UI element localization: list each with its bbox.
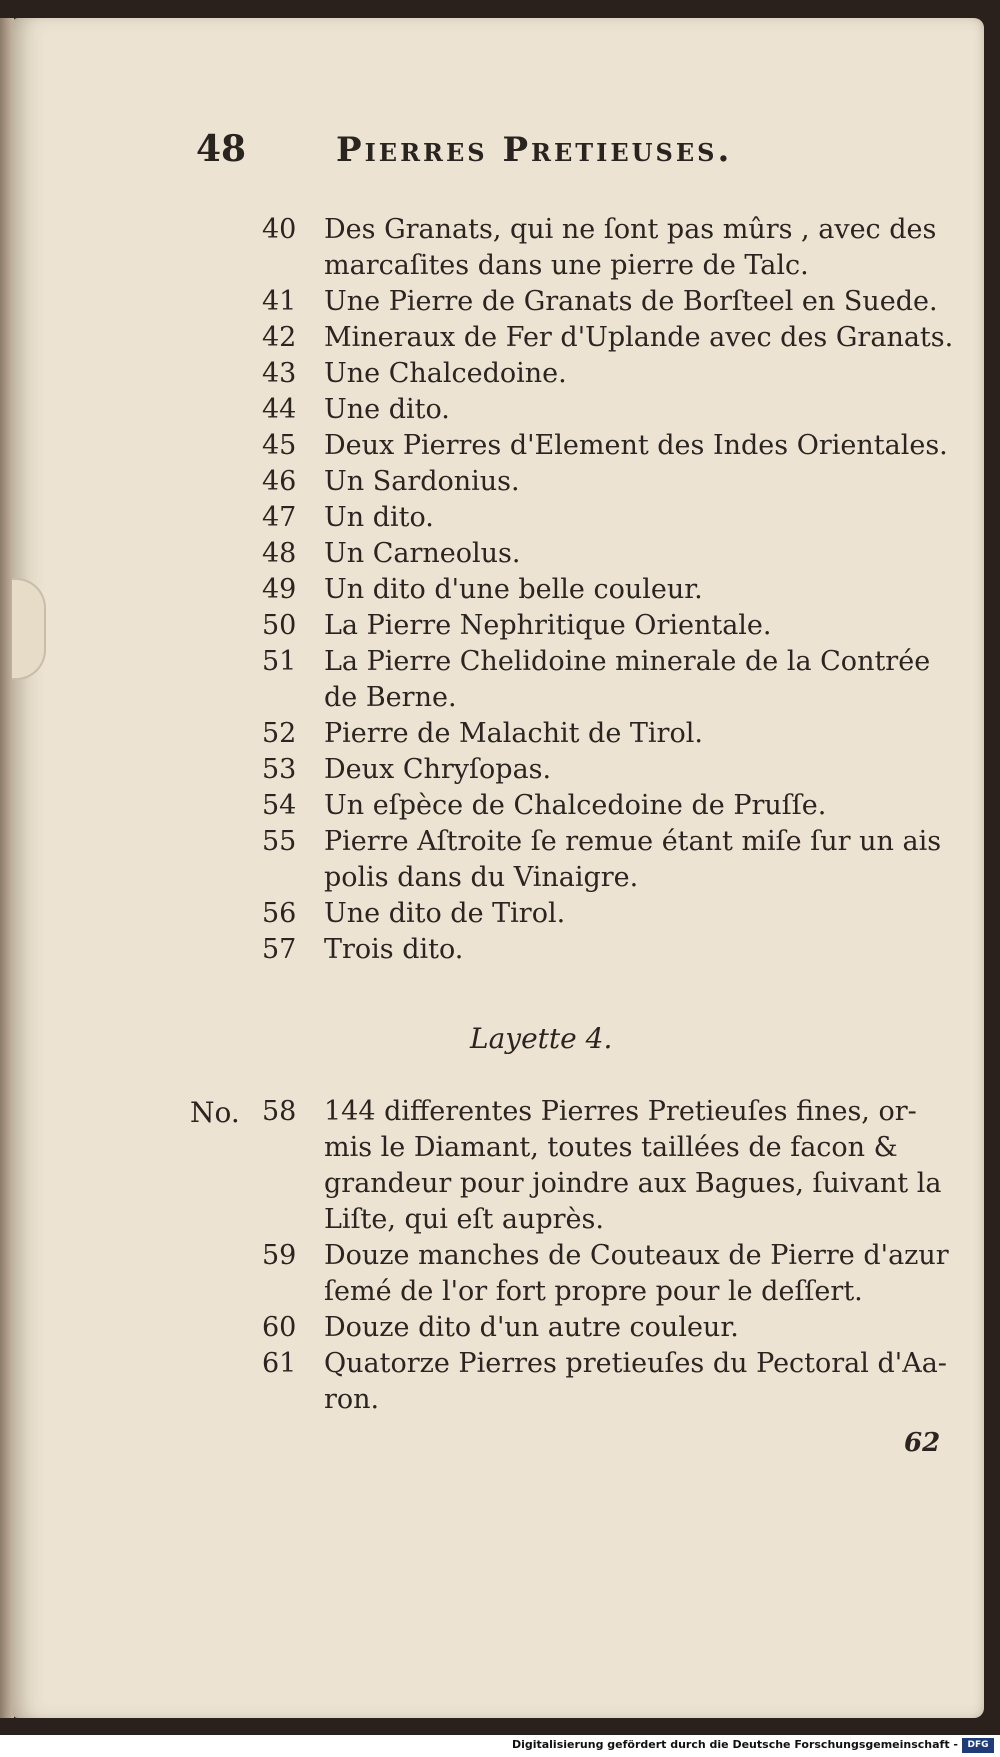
entry-number: 54 bbox=[262, 790, 297, 821]
entry-text bbox=[324, 428, 950, 464]
entry-line: Un dito d'une belle couleur. bbox=[324, 574, 703, 605]
entry-line: Deux Pierres d'Element des Indes Orientales. bbox=[324, 430, 948, 461]
entry-number: 49 bbox=[262, 574, 297, 605]
entry-number: 61 bbox=[262, 1348, 297, 1379]
entry-text bbox=[324, 464, 950, 500]
page-title: Pierres Pretieuses. bbox=[336, 130, 733, 170]
entry-line: Douze manches de Couteaux de Pierre d'azur bbox=[324, 1240, 949, 1271]
entry-text bbox=[324, 392, 950, 428]
entry-number: 53 bbox=[262, 754, 297, 785]
entry-line: ſemé de l'or fort propre pour le deſſert. bbox=[324, 1276, 863, 1307]
entry-text bbox=[324, 1310, 950, 1346]
entry-number: 41 bbox=[262, 286, 297, 317]
entry-line: grandeur pour joindre aux Bagues, ſuivant la bbox=[324, 1168, 942, 1199]
entry-number: 56 bbox=[262, 898, 297, 929]
entry-line: Un Carneolus. bbox=[324, 538, 521, 569]
entry-line: Deux Chryſopas. bbox=[324, 754, 552, 785]
entry-text bbox=[324, 320, 954, 356]
entry-number: 40 bbox=[262, 214, 297, 245]
entry-number: 46 bbox=[262, 466, 297, 497]
entry-line: Douze dito d'un autre couleur. bbox=[324, 1312, 739, 1343]
entry-line: polis dans du Vinaigre. bbox=[324, 862, 639, 893]
entry-text bbox=[324, 932, 950, 968]
entry-text bbox=[324, 284, 950, 320]
entry-line: Une dito. bbox=[324, 394, 450, 425]
entry-line: Trois dito. bbox=[324, 934, 464, 965]
entry-line: Des Granats, qui ne ſont pas mûrs , avec des bbox=[324, 214, 937, 245]
entry-line: mis le Diamant, toutes taillées de facon & bbox=[324, 1132, 898, 1163]
entry-text bbox=[324, 716, 950, 752]
entry-text bbox=[324, 1238, 950, 1310]
entry-text bbox=[324, 896, 950, 932]
entry-number: 50 bbox=[262, 610, 297, 641]
entry-number: 45 bbox=[262, 430, 297, 461]
entry-number: 59 bbox=[262, 1240, 297, 1271]
entry-number: 42 bbox=[262, 322, 297, 353]
entry-number: 57 bbox=[262, 934, 297, 965]
entry-line: Une Pierre de Granats de Borſteel en Suede. bbox=[324, 286, 938, 317]
entry-number: 55 bbox=[262, 826, 297, 857]
entry-line: La Pierre Nephritique Orientale. bbox=[324, 610, 772, 641]
entry-line: Pierre de Malachit de Tirol. bbox=[324, 718, 703, 749]
entry-text bbox=[324, 1346, 950, 1418]
entry-line: La Pierre Chelidoine minerale de la Contrée bbox=[324, 646, 931, 677]
entry-text bbox=[324, 1094, 950, 1238]
page-number: 48 bbox=[196, 128, 247, 170]
entry-text bbox=[324, 788, 950, 824]
entry-line: ron. bbox=[324, 1384, 380, 1415]
entry-line: Pierre Aſtroite ſe remue étant miſe ſur un ais bbox=[324, 826, 942, 857]
entry-number: 43 bbox=[262, 358, 297, 389]
entry-line: Une Chalcedoine. bbox=[324, 358, 567, 389]
footer-bar bbox=[0, 1735, 1000, 1757]
entry-text bbox=[324, 752, 950, 788]
entry-number: 47 bbox=[262, 502, 297, 533]
entry-text bbox=[324, 212, 950, 284]
funding-credit: Digitalisierung gefördert durch die Deutsche Forschungsgemeinschaft - bbox=[511, 1738, 958, 1751]
dfg-logo-icon: DFG bbox=[962, 1738, 994, 1753]
entry-line: de Berne. bbox=[324, 682, 457, 713]
entry-text bbox=[324, 644, 950, 716]
entry-number: 48 bbox=[262, 538, 297, 569]
entry-text bbox=[324, 572, 950, 608]
catchword: 62 bbox=[904, 1428, 941, 1458]
entry-text bbox=[324, 608, 950, 644]
entry-line: Une dito de Tirol. bbox=[324, 898, 566, 929]
entry-line: Quatorze Pierres pretieuſes du Pectoral d'Aa- bbox=[324, 1348, 947, 1379]
entry-line: Un Sardonius. bbox=[324, 466, 520, 497]
entry-number: 44 bbox=[262, 394, 297, 425]
entry-line: 144 differentes Pierres Pretieuſes fines, or- bbox=[324, 1096, 917, 1127]
entry-line: Un dito. bbox=[324, 502, 434, 533]
entry-number: 52 bbox=[262, 718, 297, 749]
section-heading: Layette 4. bbox=[470, 1022, 613, 1055]
entry-number: 58 bbox=[262, 1096, 297, 1127]
entry-line: marcaſites dans une pierre de Talc. bbox=[324, 250, 809, 281]
entry-text bbox=[324, 824, 950, 896]
entry-text bbox=[324, 536, 950, 572]
entry-text bbox=[324, 356, 950, 392]
number-label: No. bbox=[190, 1096, 240, 1129]
entry-line: Mineraux de Fer d'Uplande avec des Granats. bbox=[324, 322, 954, 353]
entry-number: 51 bbox=[262, 646, 297, 677]
entry-line: Un eſpèce de Chalcedoine de Pruſſe. bbox=[324, 790, 827, 821]
entry-text bbox=[324, 500, 950, 536]
entry-line: Liſte, qui eſt auprès. bbox=[324, 1204, 604, 1235]
entry-number: 60 bbox=[262, 1312, 297, 1343]
